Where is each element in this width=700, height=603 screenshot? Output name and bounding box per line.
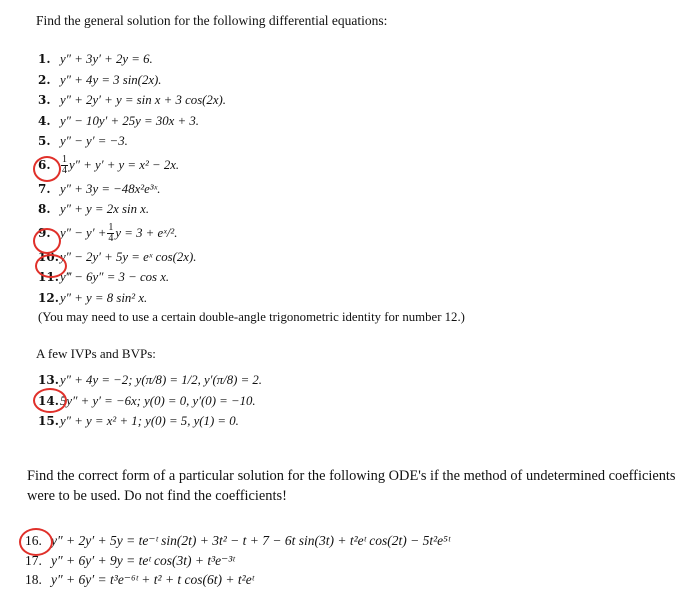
problem-1 [38, 49, 598, 70]
problem-2 [38, 70, 598, 91]
section-heading-undetermined-coefficients: Find the correct form of a particular solution for the following ODE's if the method of undetermined coefficients were to be used. Do not find the coefficients! [27, 468, 676, 504]
fraction [61, 155, 68, 176]
problem-number: 3. [38, 93, 51, 107]
problem-7 [38, 179, 598, 200]
problem-number: 18. [25, 572, 42, 587]
problem-equation: y″ + y = 2x sin x. [60, 202, 150, 216]
problem-equation: y″ − 2y′ + 5y = eˣ cos(2x). [60, 249, 197, 264]
problem-number: 14. [38, 393, 59, 408]
fraction-numerator: 1 [62, 154, 67, 166]
problem-equation: y″ + 6y′ + 9y = teᵗ cos(3t) + t³e⁻³ᵗ [51, 552, 235, 568]
problem-15 [38, 411, 598, 432]
problem-number: 8. [38, 202, 51, 216]
problem-number: 10. [38, 249, 59, 264]
problem-equation: y″ + 2y′ + y = sin x + 3 cos(2x). [60, 93, 226, 107]
problem-number: 1. [38, 52, 51, 66]
problem-equation: y″ + y = x² + 1; y(0) = 5, y(1) = 0. [60, 414, 239, 428]
identity-note: (You may need to use a certain double-angle trigonometric identity for number 12.) [38, 310, 465, 324]
section-heading-ivps: A few IVPs and BVPs: [36, 346, 156, 361]
problem-4 [38, 111, 598, 132]
problem-equation: y″ + 6y′ = t³e⁻⁶ᵗ + t² + t cos(6t) + t²eᵗ [51, 572, 254, 587]
problem-18 [25, 570, 690, 590]
problem-5 [38, 131, 598, 152]
problem-10 [38, 247, 598, 268]
problem-9 [38, 220, 598, 247]
problem-12 [38, 288, 598, 309]
problem-number: 15. [38, 414, 59, 428]
problem-equation: 5y″ + y′ = −6x; y(0) = 0, y′(0) = −10. [60, 393, 256, 408]
fraction [107, 223, 114, 244]
problem-equation: y″ + 4y = 3 sin(2x). [60, 72, 162, 87]
problem-number: 7. [38, 181, 51, 196]
problem-number: 2. [38, 72, 51, 87]
problem-equation: y″ + 4y = −2; y(π/8) = 1/2, y′(π/8) = 2. [60, 373, 263, 387]
problem-number: 12. [38, 290, 59, 305]
problem-number: 16. [25, 533, 42, 548]
problem-3 [38, 90, 598, 111]
problem-equation-lhs: y″ − y′ + [60, 225, 107, 240]
problem-number: 5. [38, 134, 51, 148]
problem-number: 11. [38, 270, 59, 284]
problem-number: 9. [38, 225, 51, 240]
problem-number: 17. [25, 552, 42, 568]
problem-number: 6. [38, 157, 51, 172]
section-heading-general-solution: Find the general solution for the following differential equations: [36, 13, 388, 28]
problem-equation: y″ − 10y′ + 25y = 30x + 3. [60, 113, 199, 128]
problem-equation: y″ + y = 8 sin² x. [60, 290, 148, 305]
fraction-denominator: 4 [108, 233, 114, 245]
problem-equation: y″ + y′ + y = x² − 2x. [69, 157, 180, 172]
fraction-numerator: 1 [108, 222, 114, 234]
ivp-list [38, 370, 598, 432]
ode-list [25, 531, 690, 590]
problem-equation: y = 3 + eˣ/². [115, 225, 178, 240]
problem-number: 13. [38, 373, 59, 387]
problem-6 [38, 152, 598, 179]
fraction-denominator: 4 [62, 165, 67, 177]
problem-16 [25, 531, 690, 551]
problem-equation: y″ − y′ = −3. [60, 134, 128, 148]
problem-11 [38, 267, 598, 288]
problem-8 [38, 199, 598, 220]
problem-equation: y‴ − 6y″ = 3 − cos x. [60, 270, 170, 284]
problem-17 [25, 551, 690, 571]
problem-equation: y″ + 3y′ + 2y = 6. [60, 52, 153, 66]
problem-13 [38, 370, 598, 391]
problem-equation: y″ + 3y = −48x²e³ˣ. [60, 181, 161, 196]
problem-number: 4. [38, 113, 51, 128]
problem-list [38, 49, 598, 325]
problem-14 [38, 391, 598, 412]
problem-equation: y″ + 2y′ + 5y = te⁻ᵗ sin(2t) + 3t² − t + 7 − 6t sin(3t) + t²eᵗ cos(2t) − 5t²e⁵ᵗ [51, 533, 451, 548]
